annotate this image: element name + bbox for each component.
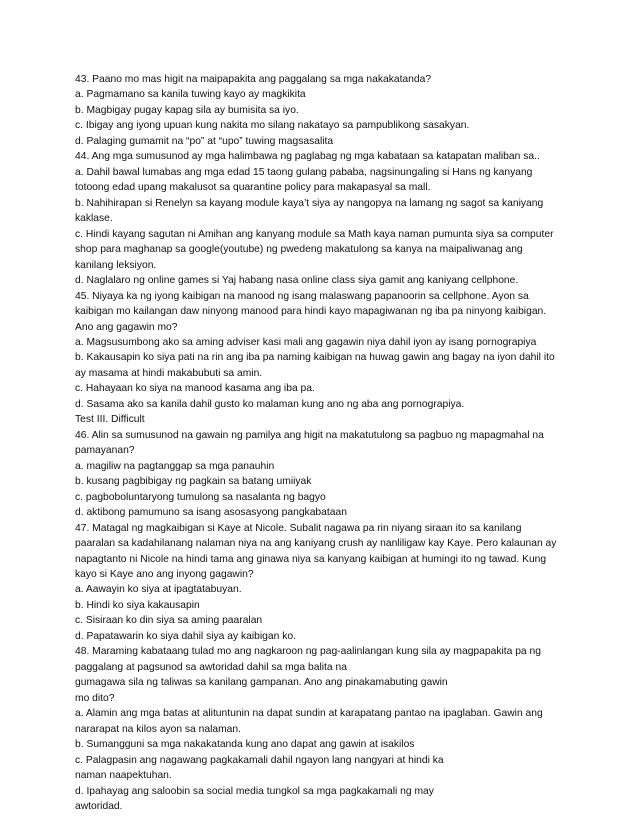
choice-45-b: b. Kakausapin ko siya pati na rin ang iba pa naming kaibigan na huwag gawin ang bagay na iyon dahil ito bbox=[75, 352, 555, 364]
choice-46-b: b. kusang pagbibigay ng pagkain sa batang umiiyak bbox=[75, 476, 312, 488]
question-44: 44. Ang mga sumusunod ay mga halimbawa ng paglabag ng mga kabataan sa katapatan maliban sa.. bbox=[75, 151, 540, 163]
choice-48-a-cont: nararapat na kilos ayon sa nalaman. bbox=[75, 723, 241, 735]
choice-43-d: d. Palaging gumamit na “po” at “upo” tuwing magsasalita bbox=[75, 135, 334, 147]
question-43: 43. Paano mo mas higit na maipapakita ang paggalang sa mga nakakatanda? bbox=[75, 74, 432, 85]
choice-43-a: a. Pagmamano sa kanila tuwing kayo ay magkikita bbox=[75, 89, 306, 101]
question-47-cont: paaralan sa kadahilanang nalaman niya na ang kaniyang crush ay nanliligaw kay Kaye. Pero kalaunan ay bbox=[75, 538, 557, 550]
question-45-cont: kaibigan mo kailangan daw ninyong manood para hindi kayo mapagiwanan ng iba pa ninyong kaibigan. bbox=[75, 306, 547, 318]
question-47-cont: kayo si Kaye ano ang inyong gagawin? bbox=[75, 569, 254, 580]
choice-44-d: d. Naglalaro ng online games si Yaj habang nasa online class siya gamit ang kaniyang cellphone. bbox=[75, 275, 519, 287]
choice-47-c: c. Sisiraan ko din siya sa aming paaralan bbox=[75, 615, 263, 627]
question-46-cont: pamayanan? bbox=[75, 445, 135, 457]
choice-44-b: b. Nahihirapan si Renelyn sa kayang module kaya’t siya ay nangopya na lamang ng sagot sa kaniyang bbox=[75, 197, 544, 209]
choice-45-c: c. Hahayaan ko siya na manood kasama ang iba pa. bbox=[75, 383, 315, 395]
choice-45-d: d. Sasama ako sa kanila dahil gusto ko malaman kung ano ng aba ang pornograpiya. bbox=[75, 398, 465, 410]
choice-48-d-cont: awtoridad. bbox=[75, 801, 123, 813]
choice-44-c: c. Hindi kayang sagutan ni Amihan ang kanyang module sa Math kaya naman pumunta siya sa computer bbox=[75, 228, 554, 240]
choice-45-a: a. Magsusumbong ako sa aming adviser kasi mali ang gagawin niya dahil iyon ay isang pornograpiya bbox=[75, 336, 537, 348]
choice-46-d: d. aktibong pamumuno sa isang asosasyong pangkabataan bbox=[75, 507, 347, 519]
question-46: 46. Alin sa sumusunod na gawain ng pamilya ang higit na makatutulong sa pagbuo ng mapagmahal na bbox=[75, 429, 544, 441]
question-47-cont: napagtanto ni Nicole na hindi tama ang ginawa niya sa kanyang kaibigan at humingi ito ng tawad. Kung bbox=[75, 553, 547, 565]
choice-45-b-cont: ay masama at hindi makabubuti sa amin. bbox=[75, 367, 263, 379]
choice-47-b: b. Hindi ko siya kakausapin bbox=[75, 599, 200, 611]
choice-43-b: b. Magbigay pugay kapag sila ay bumisita sa iyo. bbox=[75, 104, 299, 116]
choice-48-d: d. Ipahayag ang saloobin sa social media tungkol sa mga pagkakamali ng may bbox=[75, 785, 434, 797]
question-48: 48. Maraming kabataang tulad mo ang nagkaroon ng pag-aalinlangan kung sila ay magpapakita pa ng bbox=[75, 646, 541, 658]
question-48-cont: paggalang at pagsunod sa awtoridad dahil sa mga balita na bbox=[75, 661, 347, 673]
document-page bbox=[75, 72, 575, 815]
choice-44-c-cont: kanilang leksiyon. bbox=[75, 259, 157, 271]
choice-46-c: c. pagboboluntaryong tumulong sa nasalanta ng bagyo bbox=[75, 491, 326, 503]
choice-44-c-cont: shop para maghanap sa google(youtube) ng pwedeng makatulong sa kanya na maipaliwanag ang bbox=[75, 244, 523, 256]
question-48-cont: mo dito? bbox=[75, 692, 115, 704]
choice-48-c: c. Palagpasin ang nagawang pagkakamali dahil ngayon lang nangyari at hindi ka bbox=[75, 754, 444, 766]
choice-46-a: a. magiliw na pagtanggap sa mga panauhin bbox=[75, 460, 275, 472]
choice-43-c: c. Ibigay ang iyong upuan kung nakita mo silang nakatayo sa pampublikong sasakyan. bbox=[75, 120, 470, 132]
section-heading: Test III. Difficult bbox=[75, 414, 145, 426]
question-48-cont: gumagawa sila ng taliwas sa kanilang gampanan. Ano ang pinakamabuting gawin bbox=[75, 677, 448, 689]
choice-44-a-cont: totoong edad upang makalusot sa quarantine policy para makapasyal sa mall. bbox=[75, 182, 431, 194]
choice-48-c-cont: naman naapektuhan. bbox=[75, 770, 172, 782]
choice-44-b-cont: kaklase. bbox=[75, 213, 113, 225]
question-45-cont: Ano ang gagawin mo? bbox=[75, 321, 178, 333]
choice-47-d: d. Papatawarin ko siya dahil siya ay kaibigan ko. bbox=[75, 630, 296, 642]
choice-48-b: b. Sumangguni sa mga nakakatanda kung ano dapat ang gawin at isakilos bbox=[75, 739, 415, 751]
choice-48-a: a. Alamin ang mga batas at alituntunin na dapat sundin at karapatang pantao na ipaglaban. Gawin ang bbox=[75, 708, 543, 720]
question-45: 45. Niyaya ka ng iyong kaibigan na manood ng isang malaswang papanoorin sa cellphone. Ayon sa bbox=[75, 290, 529, 302]
choice-47-a: a. Aawayin ko siya at ipagtatabuyan. bbox=[75, 584, 242, 596]
choice-44-a: a. Dahil bawal lumabas ang mga edad 15 taong gulang pababa, nagsinungaling si Hans ng kanyang bbox=[75, 166, 533, 178]
question-47: 47. Matagal ng magkaibigan si Kaye at Nicole. Subalit nagawa pa rin niyang siraan ito sa kanilang bbox=[75, 522, 522, 534]
